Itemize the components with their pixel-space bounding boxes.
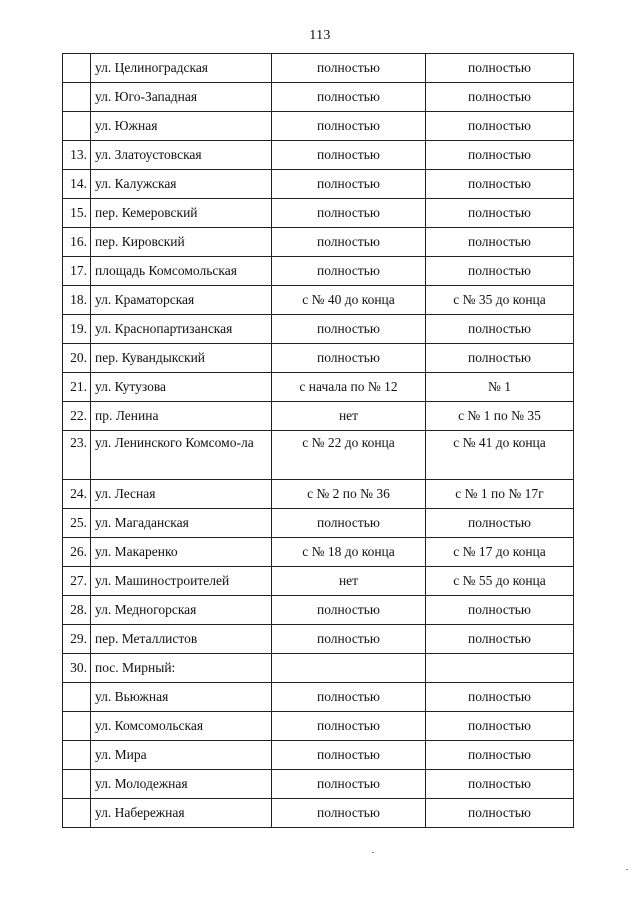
table-row bbox=[63, 770, 574, 799]
odd-side-range bbox=[426, 654, 574, 683]
even-side-range: полностью bbox=[272, 315, 426, 344]
row-number: 27. bbox=[63, 567, 91, 596]
table-row bbox=[63, 141, 574, 170]
odd-side-range: с № 1 по № 17г bbox=[426, 480, 574, 509]
odd-side-range: полностью bbox=[426, 83, 574, 112]
even-side-range: полностью bbox=[272, 257, 426, 286]
odd-side-range: полностью bbox=[426, 170, 574, 199]
street-name: ул. Юго-Западная bbox=[91, 83, 272, 112]
odd-side-range: полностью bbox=[426, 712, 574, 741]
street-name: пер. Кировский bbox=[91, 228, 272, 257]
table-row bbox=[63, 741, 574, 770]
table-row bbox=[63, 538, 574, 567]
table-row bbox=[63, 799, 574, 828]
street-table bbox=[62, 53, 574, 828]
page-number: 113 bbox=[309, 28, 331, 43]
table-row bbox=[63, 257, 574, 286]
row-number: 22. bbox=[63, 402, 91, 431]
even-side-range: полностью bbox=[272, 344, 426, 373]
row-number bbox=[63, 683, 91, 712]
row-number: 18. bbox=[63, 286, 91, 315]
street-name: ул. Медногорская bbox=[91, 596, 272, 625]
street-name: ул. Ленинского Комсомо-ла bbox=[91, 431, 272, 480]
even-side-range: полностью bbox=[272, 799, 426, 828]
street-name: ул. Молодежная bbox=[91, 770, 272, 799]
street-name: ул. Краматорская bbox=[91, 286, 272, 315]
table-row bbox=[63, 315, 574, 344]
street-name: ул. Вьюжная bbox=[91, 683, 272, 712]
even-side-range: с № 18 до конца bbox=[272, 538, 426, 567]
street-name: ул. Макаренко bbox=[91, 538, 272, 567]
street-name: пер. Кувандыкский bbox=[91, 344, 272, 373]
table-row bbox=[63, 228, 574, 257]
table-row bbox=[63, 54, 574, 83]
row-number: 30. bbox=[63, 654, 91, 683]
odd-side-range: полностью bbox=[426, 770, 574, 799]
even-side-range: с № 22 до конца bbox=[272, 431, 426, 480]
street-name: ул. Машиностроителей bbox=[91, 567, 272, 596]
street-name: ул. Лесная bbox=[91, 480, 272, 509]
odd-side-range: полностью bbox=[426, 54, 574, 83]
even-side-range: полностью bbox=[272, 770, 426, 799]
table-row bbox=[63, 431, 574, 480]
row-number bbox=[63, 712, 91, 741]
street-name: ул. Кутузова bbox=[91, 373, 272, 402]
even-side-range: полностью bbox=[272, 741, 426, 770]
odd-side-range: полностью bbox=[426, 596, 574, 625]
even-side-range: нет bbox=[272, 567, 426, 596]
table-row bbox=[63, 402, 574, 431]
row-number bbox=[63, 770, 91, 799]
street-name: ул. Набережная bbox=[91, 799, 272, 828]
table-row bbox=[63, 112, 574, 141]
row-number: 25. bbox=[63, 509, 91, 538]
odd-side-range: с № 17 до конца bbox=[426, 538, 574, 567]
street-name: пер. Металлистов bbox=[91, 625, 272, 654]
street-name: ул. Комсомольская bbox=[91, 712, 272, 741]
table-row bbox=[63, 83, 574, 112]
row-number bbox=[63, 741, 91, 770]
odd-side-range: полностью bbox=[426, 199, 574, 228]
even-side-range: полностью bbox=[272, 712, 426, 741]
table-row bbox=[63, 344, 574, 373]
street-name: ул. Целиноградская bbox=[91, 54, 272, 83]
even-side-range: полностью bbox=[272, 683, 426, 712]
even-side-range: нет bbox=[272, 402, 426, 431]
odd-side-range: с № 35 до конца bbox=[426, 286, 574, 315]
even-side-range: с начала по № 12 bbox=[272, 373, 426, 402]
odd-side-range: полностью bbox=[426, 509, 574, 538]
odd-side-range: полностью bbox=[426, 799, 574, 828]
odd-side-range: с № 1 по № 35 bbox=[426, 402, 574, 431]
street-name: площадь Комсомольская bbox=[91, 257, 272, 286]
even-side-range: полностью bbox=[272, 228, 426, 257]
odd-side-range: с № 55 до конца bbox=[426, 567, 574, 596]
table-row bbox=[63, 170, 574, 199]
street-name: пос. Мирный: bbox=[91, 654, 272, 683]
row-number: 17. bbox=[63, 257, 91, 286]
row-number: 15. bbox=[63, 199, 91, 228]
even-side-range: полностью bbox=[272, 54, 426, 83]
table-row bbox=[63, 712, 574, 741]
row-number: 19. bbox=[63, 315, 91, 344]
table-row bbox=[63, 509, 574, 538]
even-side-range: полностью bbox=[272, 83, 426, 112]
even-side-range: полностью bbox=[272, 199, 426, 228]
row-number: 14. bbox=[63, 170, 91, 199]
row-number: 28. bbox=[63, 596, 91, 625]
even-side-range: полностью bbox=[272, 141, 426, 170]
street-table-body bbox=[63, 54, 574, 828]
even-side-range: полностью bbox=[272, 170, 426, 199]
table-row bbox=[63, 625, 574, 654]
row-number: 23. bbox=[63, 431, 91, 480]
street-name: ул. Магаданская bbox=[91, 509, 272, 538]
street-name: ул. Златоустовская bbox=[91, 141, 272, 170]
street-name: ул. Калужская bbox=[91, 170, 272, 199]
even-side-range: полностью bbox=[272, 625, 426, 654]
table-row bbox=[63, 480, 574, 509]
row-number: 24. bbox=[63, 480, 91, 509]
odd-side-range: полностью bbox=[426, 344, 574, 373]
row-number bbox=[63, 799, 91, 828]
table-row bbox=[63, 199, 574, 228]
odd-side-range: № 1 bbox=[426, 373, 574, 402]
odd-side-range: полностью bbox=[426, 112, 574, 141]
street-name: ул. Краснопартизанская bbox=[91, 315, 272, 344]
odd-side-range: полностью bbox=[426, 228, 574, 257]
even-side-range: полностью bbox=[272, 112, 426, 141]
odd-side-range: полностью bbox=[426, 683, 574, 712]
odd-side-range: полностью bbox=[426, 741, 574, 770]
row-number: 16. bbox=[63, 228, 91, 257]
odd-side-range: полностью bbox=[426, 141, 574, 170]
street-name: пер. Кемеровский bbox=[91, 199, 272, 228]
street-name: ул. Мира bbox=[91, 741, 272, 770]
odd-side-range: полностью bbox=[426, 625, 574, 654]
row-number bbox=[63, 83, 91, 112]
table-row bbox=[63, 596, 574, 625]
scan-speck bbox=[626, 869, 628, 870]
row-number bbox=[63, 54, 91, 83]
table-row bbox=[63, 286, 574, 315]
odd-side-range: полностью bbox=[426, 257, 574, 286]
table-row bbox=[63, 654, 574, 683]
even-side-range: с № 40 до конца bbox=[272, 286, 426, 315]
even-side-range: с № 2 по № 36 bbox=[272, 480, 426, 509]
table-row bbox=[63, 373, 574, 402]
row-number bbox=[63, 112, 91, 141]
scan-speck bbox=[372, 852, 374, 853]
even-side-range: полностью bbox=[272, 509, 426, 538]
row-number: 13. bbox=[63, 141, 91, 170]
row-number: 29. bbox=[63, 625, 91, 654]
row-number: 26. bbox=[63, 538, 91, 567]
odd-side-range: с № 41 до конца bbox=[426, 431, 574, 480]
row-number: 21. bbox=[63, 373, 91, 402]
street-name: ул. Южная bbox=[91, 112, 272, 141]
odd-side-range: полностью bbox=[426, 315, 574, 344]
table-row bbox=[63, 567, 574, 596]
row-number: 20. bbox=[63, 344, 91, 373]
street-name: пр. Ленина bbox=[91, 402, 272, 431]
even-side-range bbox=[272, 654, 426, 683]
table-row bbox=[63, 683, 574, 712]
even-side-range: полностью bbox=[272, 596, 426, 625]
